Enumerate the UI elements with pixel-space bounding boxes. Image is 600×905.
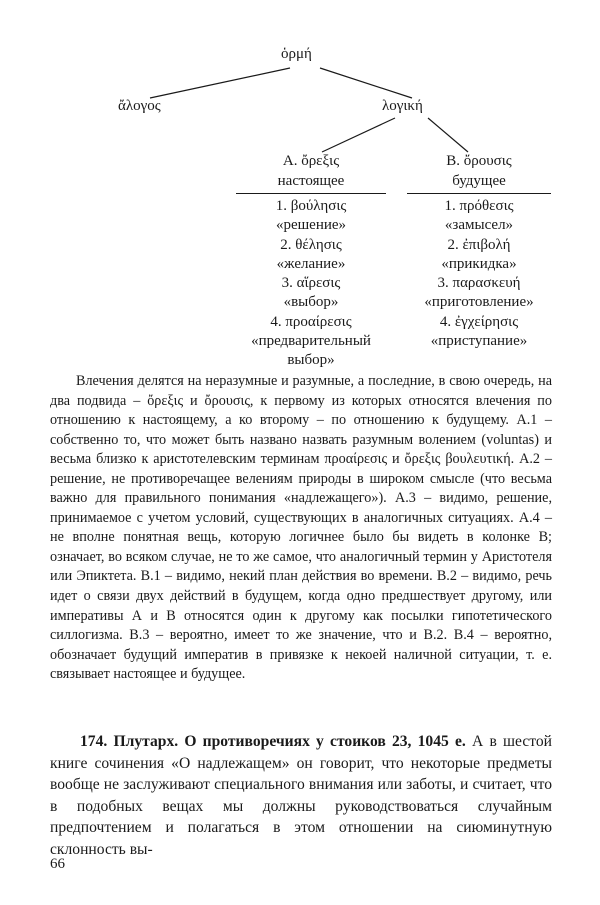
column-b-subtitle: будущее: [452, 173, 506, 189]
column-b-item: «замысел»: [444, 217, 514, 234]
column-b-heading: [407, 151, 551, 191]
column-a-heading: [236, 151, 386, 191]
tree-node-alogos: ἄλογος: [118, 98, 161, 114]
tree-root: ὁρμή: [281, 46, 312, 62]
column-a-item: «выбор»: [283, 294, 339, 311]
section-text: А в шестой книге сочинения «О надлежащем» он говорит, что некоторые предметы вообще не заслуживают специального внимания или заботы, и считает, что в подобных вещах мы должны руководствоваться случайным предпочтением и полагаться в этом отношении на сиюминутную склонность вы-: [50, 733, 552, 858]
subbranch-line-b: [428, 118, 468, 152]
branch-line-left: [150, 68, 290, 98]
column-b-item: 3. παρασκευή: [437, 275, 521, 292]
subbranch-line-a: [322, 118, 395, 152]
tree-node-logike: λογική: [382, 98, 423, 114]
column-a-item: «решение»: [275, 217, 347, 234]
column-b-rule: [407, 193, 551, 194]
column-b-item: «приступание»: [430, 333, 528, 350]
column-a-rule: [236, 193, 386, 194]
column-b-item: 4. ἐγχείρησις: [439, 313, 519, 330]
column-a-subtitle: настоящее: [277, 173, 345, 189]
column-a-item: 2. θέλησις: [280, 236, 342, 253]
column-b-item: «прикидка»: [441, 255, 517, 272]
commentary-block: [50, 372, 552, 685]
column-b-list: [402, 197, 556, 351]
column-a-list: [226, 197, 396, 371]
column-a-item: 1. βούλησις: [275, 198, 347, 214]
column-a-item: 4. προαίρεσις: [270, 313, 352, 330]
section-heading: 174. Плутарх. О противоречиях у стоиков 23, 1045 e.: [80, 733, 466, 750]
column-b-title: B. ὄρουσις: [446, 153, 512, 169]
column-a-item: «желание»: [276, 255, 346, 272]
section-174: [50, 731, 552, 861]
commentary-paragraph: Влечения делятся на неразумные и разумные, а последние, в свою очередь, на два подвида – ὄρεξις и ὄρουσις, к первому из которых относятся влечения по отношению к настоящему, а ко второму – по отношению к будущему. А.1 – собственно то, что может быть названо назвать разумным волением (voluntas) и весьма близко к аристотелевским терминам προαίρεσις и ὄρεξις βουλευτική. А.2 – решение, не противоречащее велениям природы в широком смысле (что весьма важно для правильного понимания «надлежащего»). А.3 – видимо, решение, принимаемое с учетом условий, существующих в аналогичных ситуациях. А.4 – не вполне понятная вещь, которую логичнее было бы видеть в колонке В; означает, во всяком случае, не то же самое, что аналогичный термин у Аристотеля или Эпиктета. В.1 – видимо, некий план действия во времени. В.2 – видимо, речь идет о связи двух действий в будущем, когда одно предшествует другому, или императивы А и В относятся один к другому как посылки гипотетического силлогизма. В.3 – вероятно, имеет то же значение, что и В.2. В.4 – вероятно, обозначает будущий императив в привязке к некоей наличной ситуации, т. е. связывает настоящее и будущее.: [50, 373, 552, 683]
column-b-item: 2. ἐπιβολή: [447, 236, 511, 253]
page-number: 66: [50, 856, 65, 872]
section-paragraph: [50, 731, 552, 861]
column-a-item: «предварительный: [251, 333, 371, 350]
column-a-item: выбор»: [287, 352, 335, 369]
column-a-item: 3. αἵρεσις: [281, 275, 341, 292]
branch-line-right: [320, 68, 412, 98]
column-a-title: A. ὄρεξις: [282, 153, 340, 169]
column-b-item: 1. πρόθεσις: [444, 198, 514, 214]
column-b-item: «приготовление»: [424, 294, 534, 311]
